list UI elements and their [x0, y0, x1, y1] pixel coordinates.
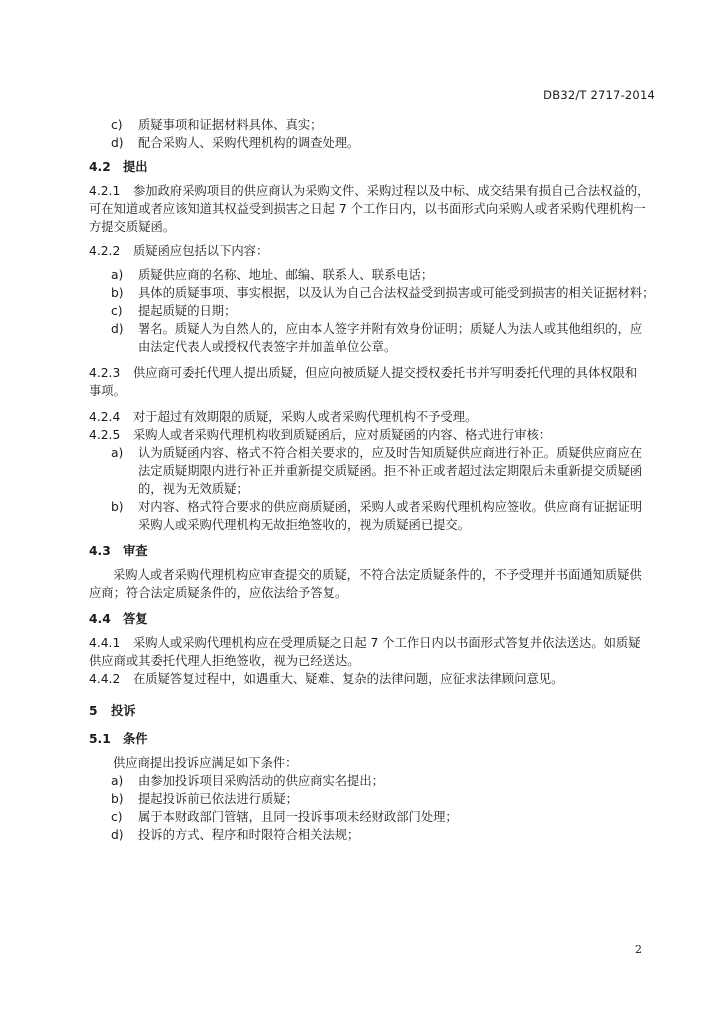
section-title: 答复	[123, 612, 148, 626]
page-number: 2	[635, 943, 642, 956]
list-item-text: 由参加投诉项目采购活动的供应商实名提出；	[138, 774, 384, 788]
section-heading-5-1	[89, 730, 659, 748]
paragraph-text: 采购人或者采购代理机构应审查提交的质疑，不符合法定质疑条件的，不予受理并书面通知质疑供	[113, 568, 642, 582]
list-item-text: 对内容、格式符合要求的供应商质疑函，采购人或者采购代理机构应签收。供应商有证据证明	[138, 500, 643, 514]
chapter-number: 5	[89, 704, 98, 718]
list-item-text: 认为质疑函内容、格式不符合相关要求的，应及时告知质疑供应商进行补正。质疑供应商应在	[138, 446, 643, 460]
clause-number: 4.2.1	[89, 184, 121, 198]
list-item-label: c)	[111, 118, 123, 132]
section-heading-4-2	[89, 158, 659, 176]
clause-text: 参加政府采购项目的供应商认为采购文件、采购过程以及中标、成交结果有损自己合法权益的，	[133, 184, 650, 198]
list-item	[89, 320, 659, 338]
list-item	[89, 808, 659, 826]
list-item-continuation: 由法定代表人或授权代表签字并加盖单位公章。	[138, 340, 397, 354]
list-item	[89, 266, 659, 284]
list-item-text: 提起投诉前已依法进行质疑；	[138, 792, 298, 806]
list-item-label: b)	[111, 500, 124, 514]
section-number: 4.2	[89, 160, 111, 174]
list-item-text: 投诉的方式、程序和时限符合相关法规；	[138, 828, 360, 842]
list-item-continuation: 的，视为无效质疑；	[138, 482, 249, 496]
clause-text: 采购人或者采购代理机构收到质疑函后，应对质疑函的内容、格式进行审核：	[133, 428, 552, 442]
list-item-text: 配合采购人、采购代理机构的调查处理。	[138, 136, 360, 150]
list-item	[89, 826, 659, 844]
standard-code: DB32/T 2717-2014	[543, 88, 655, 102]
list-item-text: 署名。质疑人为自然人的，应由本人签字并附有效身份证明；质疑人为法人或其他组织的，应	[138, 322, 643, 336]
section-heading-4-3	[89, 542, 659, 560]
chapter-title: 投诉	[111, 704, 136, 718]
clause-text: 供应商或其委托代理人拒绝签收，视为已经送达。	[89, 654, 360, 668]
list-item	[89, 284, 659, 302]
paragraph-text: 供应商提出投诉应满足如下条件：	[113, 756, 298, 770]
list-item-label: b)	[111, 286, 124, 300]
list-item-label: d)	[111, 828, 124, 842]
clause-4-2-1	[89, 182, 659, 236]
list-item-label: c)	[111, 810, 123, 824]
section-number: 4.3	[89, 544, 111, 558]
list-item-text: 属于本财政部门管辖，且同一投诉事项未经财政部门处理；	[138, 810, 458, 824]
list-item-label: a)	[111, 446, 124, 460]
clause-number: 4.2.3	[89, 366, 121, 380]
clause-4-2-2	[89, 242, 659, 260]
list-item-continuation: 法定质疑期限内进行补正并重新提交质疑函。拒不补正或者超过法定期限后未重新提交质疑函	[138, 464, 643, 478]
document-body	[89, 116, 659, 844]
paragraph-text: 应商；符合法定质疑条件的，应依法给予答复。	[89, 586, 348, 600]
list-item-label: c)	[111, 304, 123, 318]
clause-text: 质疑函应包括以下内容：	[133, 244, 269, 258]
section-heading-4-4	[89, 610, 659, 628]
clause-text: 事项。	[89, 384, 126, 398]
section-number: 5.1	[89, 732, 111, 746]
clause-number: 4.4.1	[89, 636, 121, 650]
list-item	[89, 498, 659, 516]
section-number: 4.4	[89, 612, 111, 626]
list-item-continuation: 采购人或采购代理机构无故拒绝签收的，视为质疑函已提交。	[138, 518, 471, 532]
clause-text: 供应商可委托代理人提出质疑，但应向被质疑人提交授权委托书并写明委托代理的具体权限和	[133, 366, 638, 380]
list-item-label: a)	[111, 774, 124, 788]
list-item-text: 质疑事项和证据材料具体、真实；	[138, 118, 323, 132]
clause-4-4-2	[89, 670, 659, 688]
clause-text: 方提交质疑函。	[89, 220, 176, 234]
list-item	[89, 134, 659, 152]
chapter-heading-5	[89, 702, 659, 720]
list-item	[89, 444, 659, 462]
clause-4-2-5	[89, 426, 659, 444]
section-title: 审查	[123, 544, 148, 558]
clause-4-2-4	[89, 408, 659, 426]
list-item	[89, 772, 659, 790]
list-item-label: d)	[111, 322, 124, 336]
section-title: 提出	[123, 160, 148, 174]
list-item	[89, 790, 659, 808]
clause-number: 4.2.2	[89, 244, 121, 258]
clause-text: 可在知道或者应该知道其权益受到损害之日起 7 个工作日内，以书面形式向采购人或者采购代理机构一	[89, 202, 646, 216]
list-item-label: d)	[111, 136, 124, 150]
list-item-text: 提起质疑的日期；	[138, 304, 237, 318]
clause-text: 在质疑答复过程中，如遇重大、疑难、复杂的法律问题，应征求法律顾问意见。	[133, 672, 564, 686]
clause-number: 4.4.2	[89, 672, 121, 686]
paragraph-4-3	[89, 566, 659, 602]
section-title: 条件	[123, 732, 148, 746]
list-item	[89, 116, 659, 134]
clause-number: 4.2.4	[89, 410, 121, 424]
list-item-label: b)	[111, 792, 124, 806]
list-item-text: 具体的质疑事项、事实根据，以及认为自己合法权益受到损害或可能受到损害的相关证据材料；	[138, 286, 655, 300]
clause-4-2-3	[89, 364, 659, 400]
clause-text: 对于超过有效期限的质疑，采购人或者采购代理机构不予受理。	[133, 410, 478, 424]
list-item-text: 质疑供应商的名称、地址、邮编、联系人、联系电话；	[138, 268, 434, 282]
list-item	[89, 302, 659, 320]
clause-number: 4.2.5	[89, 428, 121, 442]
list-item-label: a)	[111, 268, 124, 282]
clause-text: 采购人或采购代理机构应在受理质疑之日起 7 个工作日内以书面形式答复并依法送达。如质疑	[133, 636, 641, 650]
clause-4-4-1	[89, 634, 659, 670]
